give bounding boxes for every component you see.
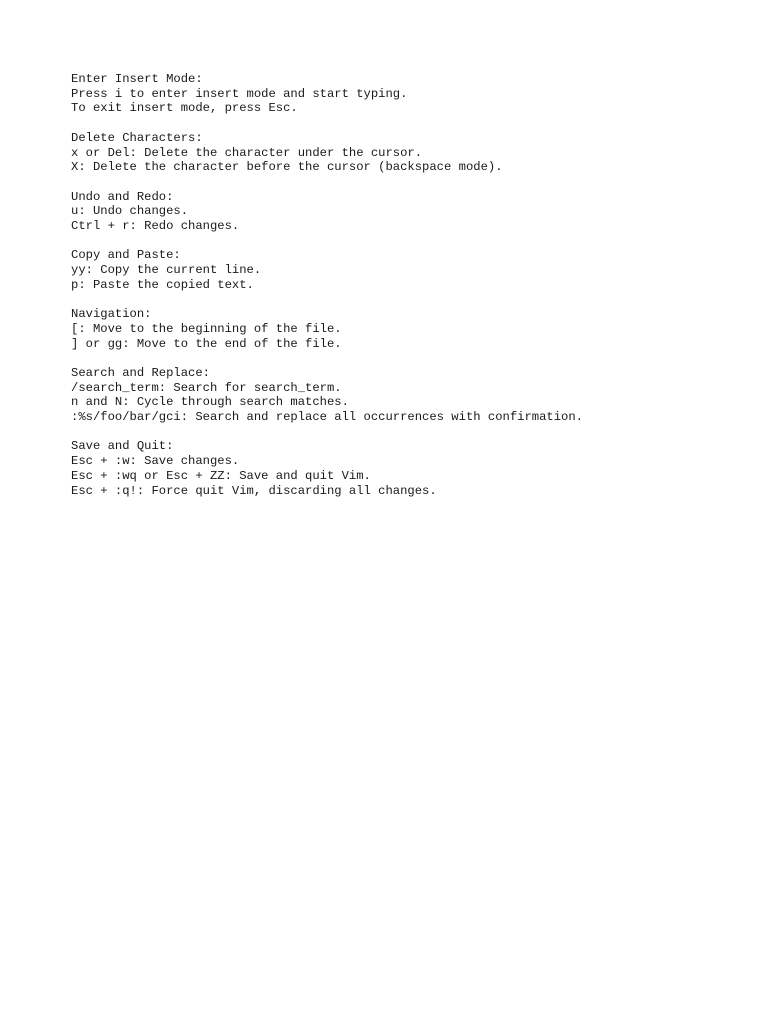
section-line: u: Undo changes. [71,204,189,219]
section-copy-paste [71,248,751,292]
section-undo-redo [71,190,751,234]
section-line: Esc + :wq or Esc + ZZ: Save and quit Vim. [71,468,371,483]
section-line: p: Paste the copied text. [71,277,254,292]
section-line: :%s/foo/bar/gci: Search and replace all occurrences with confirmation. [71,410,583,425]
section-navigation [71,307,751,351]
section-save-quit [71,439,751,498]
section-heading: Copy and Paste: [71,248,181,263]
section-line: ] or gg: Move to the end of the file. [71,336,342,351]
section-line: Esc + :w: Save changes. [71,454,240,469]
section-line: x or Del: Delete the character under the cursor. [71,145,423,160]
section-line: yy: Copy the current line. [71,263,262,278]
section-search-replace [71,366,751,425]
section-heading: Save and Quit: [71,439,174,454]
section-line: To exit insert mode, press Esc. [71,101,298,116]
section-line: Ctrl + r: Redo changes. [71,219,240,233]
section-heading: Undo and Redo: [71,189,174,204]
section-heading: Navigation: [71,307,152,322]
section-enter-insert-mode [71,72,751,116]
section-delete-characters [71,131,751,175]
section-heading: Search and Replace: [71,365,210,380]
section-heading: Delete Characters: [71,130,203,145]
section-line: n and N: Cycle through search matches. [71,395,349,410]
section-line: /search_term: Search for search_term. [71,380,342,395]
section-line: Esc + :q!: Force quit Vim, discarding all changes. [71,483,437,498]
section-heading: Enter Insert Mode: [71,72,203,86]
section-line: Press i to enter insert mode and start typing. [71,86,408,101]
section-line: X: Delete the character before the cursor (backspace mode). [71,160,503,175]
document-page [71,72,751,513]
section-line: [: Move to the beginning of the file. [71,321,342,336]
